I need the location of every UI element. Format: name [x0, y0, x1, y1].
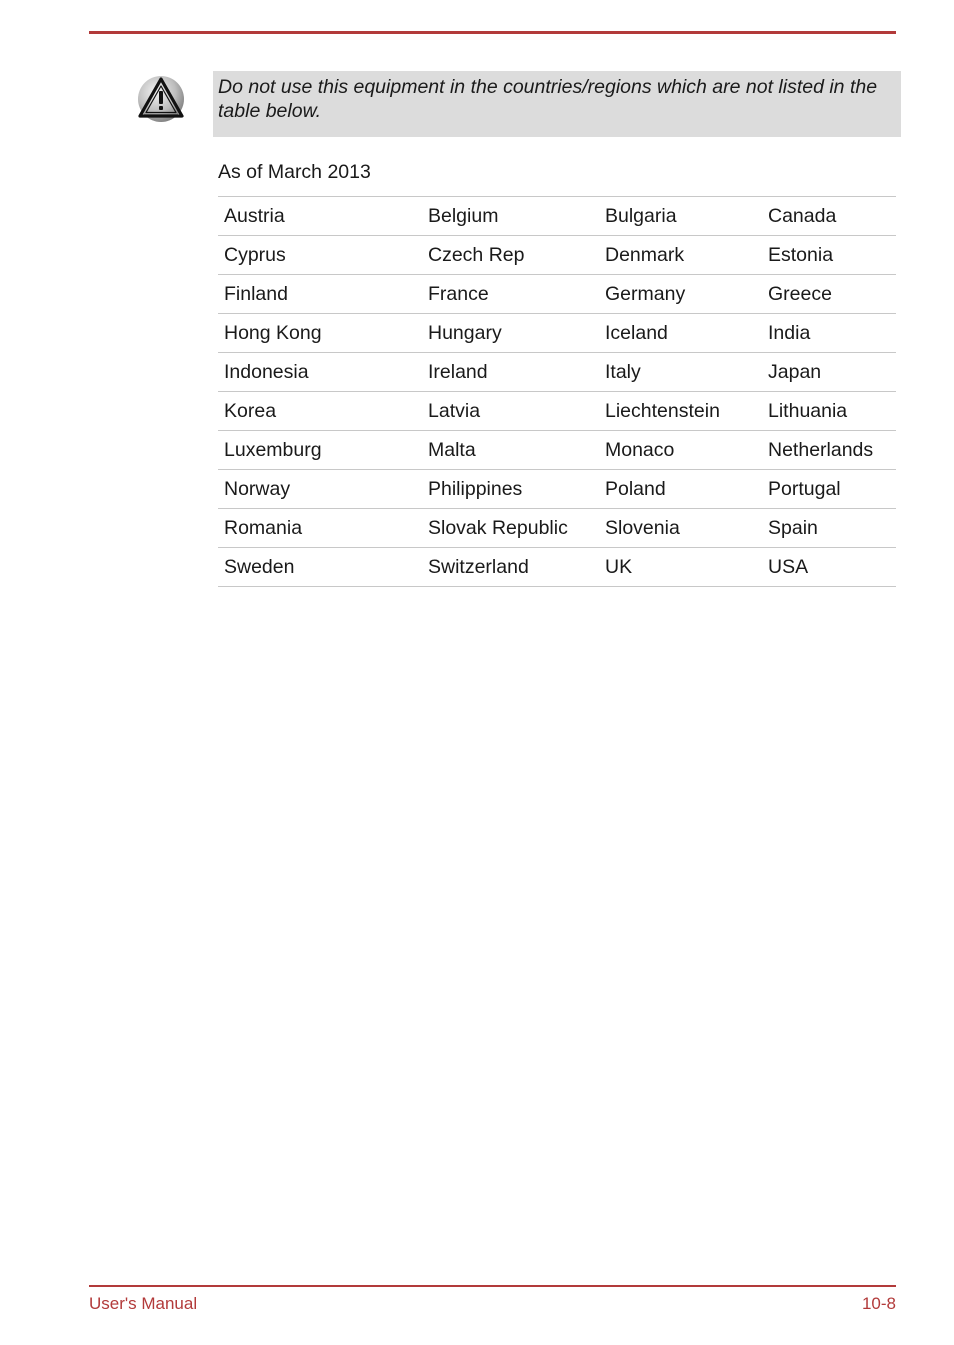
table-row — [218, 548, 896, 587]
country-cell: Hungary — [422, 314, 599, 353]
country-cell: Korea — [218, 392, 422, 431]
country-cell: Cyprus — [218, 236, 422, 275]
table-row — [218, 197, 896, 236]
country-cell: Germany — [599, 275, 762, 314]
table-row — [218, 314, 896, 353]
warning-note — [213, 71, 901, 137]
country-cell: Liechtenstein — [599, 392, 762, 431]
country-cell: Greece — [762, 275, 896, 314]
table-row — [218, 236, 896, 275]
warning-triangle-icon — [136, 74, 186, 124]
country-cell: USA — [762, 548, 896, 587]
country-cell: Spain — [762, 509, 896, 548]
table-row — [218, 431, 896, 470]
country-cell: Czech Rep — [422, 236, 599, 275]
country-cell: Latvia — [422, 392, 599, 431]
table-row — [218, 353, 896, 392]
country-cell: Belgium — [422, 197, 599, 236]
country-cell: Poland — [599, 470, 762, 509]
country-cell: Japan — [762, 353, 896, 392]
country-cell: Bulgaria — [599, 197, 762, 236]
country-cell: Philippines — [422, 470, 599, 509]
footer-rule — [89, 1285, 896, 1287]
country-cell: Austria — [218, 197, 422, 236]
country-cell: UK — [599, 548, 762, 587]
country-cell: Luxemburg — [218, 431, 422, 470]
country-cell: Hong Kong — [218, 314, 422, 353]
country-cell: Canada — [762, 197, 896, 236]
country-cell: Iceland — [599, 314, 762, 353]
as-of-date: As of March 2013 — [218, 161, 371, 183]
warning-text: Do not use this equipment in the countries/regions which are not listed in the table below. — [218, 76, 878, 122]
country-cell: Italy — [599, 353, 762, 392]
country-cell: Ireland — [422, 353, 599, 392]
countries-table — [218, 196, 896, 587]
country-cell: Switzerland — [422, 548, 599, 587]
country-cell: Romania — [218, 509, 422, 548]
table-row — [218, 392, 896, 431]
country-cell: Estonia — [762, 236, 896, 275]
country-cell: Slovenia — [599, 509, 762, 548]
table-row — [218, 509, 896, 548]
country-cell: Sweden — [218, 548, 422, 587]
country-cell: Indonesia — [218, 353, 422, 392]
table-row — [218, 275, 896, 314]
country-cell: Lithuania — [762, 392, 896, 431]
footer-title: User's Manual — [89, 1294, 198, 1313]
country-cell: Monaco — [599, 431, 762, 470]
country-cell: Slovak Republic — [422, 509, 599, 548]
country-cell: Finland — [218, 275, 422, 314]
table-row — [218, 470, 896, 509]
header-rule — [89, 31, 896, 34]
country-cell: Portugal — [762, 470, 896, 509]
country-cell: Netherlands — [762, 431, 896, 470]
country-cell: Norway — [218, 470, 422, 509]
country-cell: India — [762, 314, 896, 353]
country-cell: Malta — [422, 431, 599, 470]
country-cell: Denmark — [599, 236, 762, 275]
country-cell: France — [422, 275, 599, 314]
page-number: 10-8 — [861, 1294, 896, 1313]
